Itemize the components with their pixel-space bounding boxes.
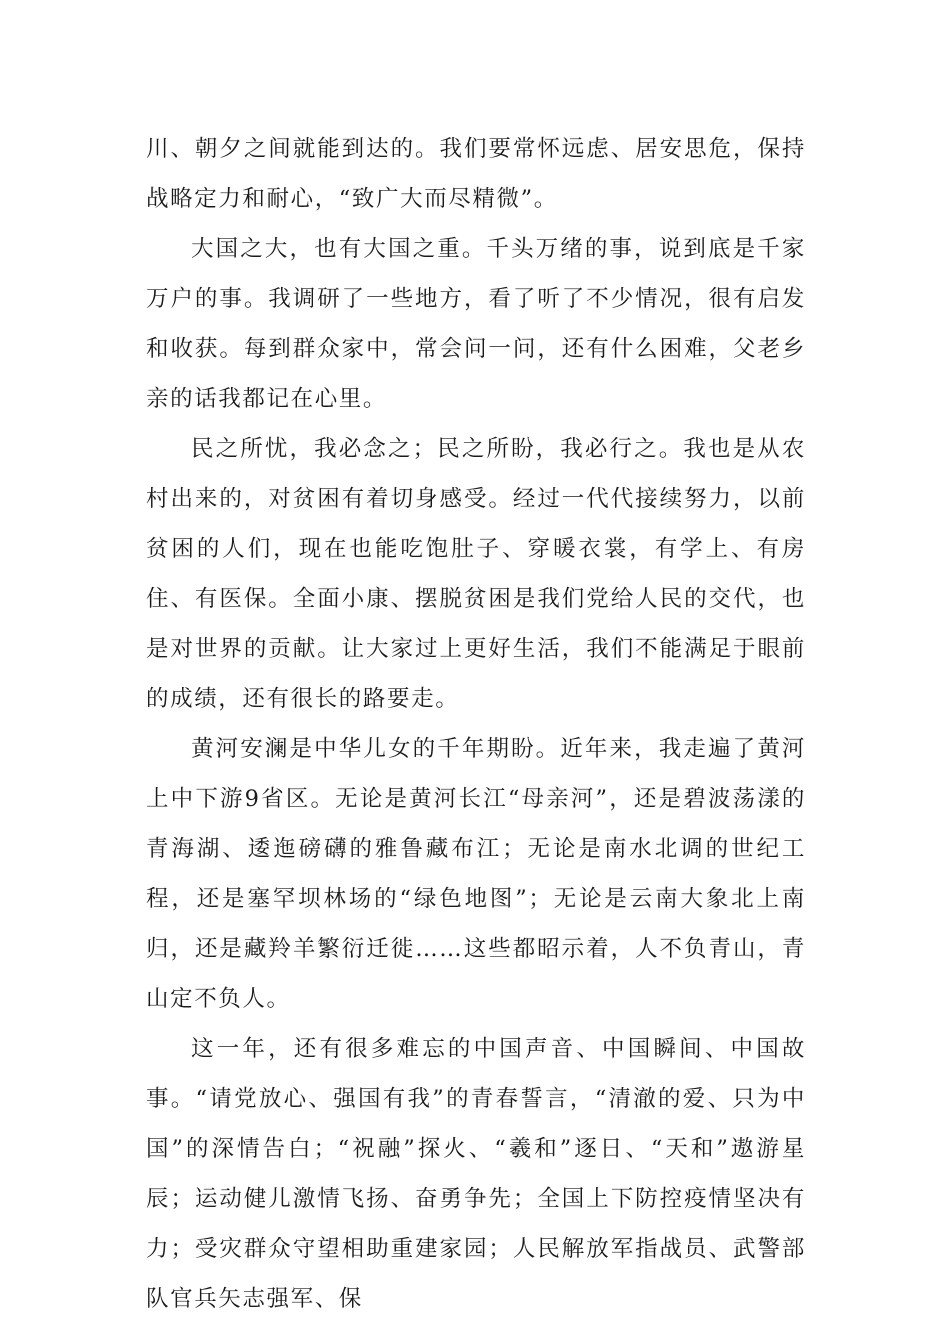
paragraph-yellow-river: 黄河安澜是中华儿女的千年期盼。近年来，我走遍了黄河上中下游9省区。无论是黄河长江“母亲河”，还是碧波荡漾的青海湖、逶迤磅礴的雅鲁藏布江；无论是南水北调的世纪工程，还是塞罕坝林场的“绿色地图”；无论是云南大象北上南归，还是藏羚羊繁衍迁徙……这些都昭示着，人不负青山，青山定不负人。 <box>146 736 806 1012</box>
paragraph-china-stories: 这一年，还有很多难忘的中国声音、中国瞬间、中国故事。“请党放心、强国有我”的青春誓言，“清澈的爱、只为中国”的深情告白；“祝融”探火、“羲和”逐日、“天和”遨游星辰；运动健儿激情飞扬、奋勇争先；全国上下防控疫情坚决有力；受灾群众守望相助重建家园；人民解放军指战员、武警部队官兵矢志强军、保 <box>146 1036 806 1312</box>
document-body <box>146 124 806 1324</box>
paragraph-great-nation: 大国之大，也有大国之重。千头万绪的事，说到底是千家万户的事。我调研了一些地方，看了听了不少情况，很有启发和收获。每到群众家中，常会问一问，还有什么困难，父老乡亲的话我都记在心里。 <box>146 236 806 412</box>
paragraph-continuation: 川、朝夕之间就能到达的。我们要常怀远虑、居安思危，保持战略定力和耐心，“致广大而尽精微”。 <box>146 136 806 212</box>
paragraph-people-concerns: 民之所忧，我必念之；民之所盼，我必行之。我也是从农村出来的，对贫困有着切身感受。经过一代代接续努力，以前贫困的人们，现在也能吃饱肚子、穿暖衣裳，有学上、有房住、有医保。全面小康、摆脱贫困是我们党给人民的交代，也是对世界的贡献。让大家过上更好生活，我们不能满足于眼前的成绩，还有很长的路要走。 <box>146 436 806 712</box>
